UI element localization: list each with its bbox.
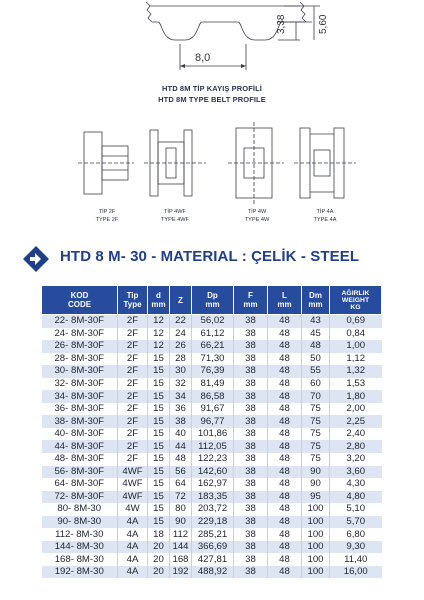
cell-type: 4WF [118,466,148,479]
cell-l: 48 [268,415,302,428]
cell-f: 38 [234,340,268,353]
cell-dm: 75 [302,453,330,466]
column-header-dm [302,286,330,315]
cell-code: 44- 8M-30F [42,440,118,453]
hub-4wf-en: TYPE 4WF [161,217,189,223]
table-row [42,353,382,366]
cell-type: 4A [118,566,148,579]
cell-d: 18 [148,528,170,541]
hub-2f-drawing [72,118,142,208]
cell-z: 38 [170,415,192,428]
cell-weight: 1,12 [330,353,382,366]
cell-z: 24 [170,328,192,341]
cell-z: 168 [170,553,192,566]
cell-dm: 100 [302,566,330,579]
hub-4wf-tr: TİP 4WF [164,209,186,215]
cell-weight: 4,80 [330,491,382,504]
header-line: mm [151,300,166,309]
cell-d: 15 [148,390,170,403]
header-line: CODE [67,300,92,309]
cell-weight: 3,60 [330,466,382,479]
cell-f: 38 [234,566,268,579]
header-line: L [282,291,287,300]
hub-4w-en: TYPE 4W [244,217,270,223]
table-row [42,328,382,341]
cell-dp: 162,97 [192,478,234,491]
table-row [42,340,382,353]
profile-caption-tr: HTD 8M TİP KAYIŞ PROFİLİ [162,84,262,93]
cell-dp: 183,35 [192,491,234,504]
cell-dp: 86,58 [192,390,234,403]
column-header-code [42,286,118,315]
cell-d: 15 [148,428,170,441]
cell-f: 38 [234,541,268,554]
cell-l: 48 [268,353,302,366]
cell-f: 38 [234,415,268,428]
cell-l: 48 [268,328,302,341]
cell-code: 64- 8M-30F [42,478,118,491]
table-row [42,491,382,504]
cell-code: 28- 8M-30F [42,353,118,366]
cell-f: 38 [234,365,268,378]
cell-dm: 70 [302,390,330,403]
pitch-dimension-label: 8,0 [195,52,211,64]
cell-dp: 61,12 [192,328,234,341]
cell-type: 2F [118,353,148,366]
cell-dp: 122,23 [192,453,234,466]
spec-table [41,285,382,578]
cell-d: 15 [148,478,170,491]
cell-weight: 2,00 [330,403,382,416]
cell-code: 38- 8M-30F [42,415,118,428]
hub-type-4a [290,118,360,224]
column-header-z [170,286,192,315]
cell-type: 2F [118,315,148,328]
cell-weight: 0,84 [330,328,382,341]
cell-code: 90- 8M-30 [42,516,118,529]
cell-type: 2F [118,440,148,453]
cell-dm: 75 [302,440,330,453]
cell-code: 144- 8M-30 [42,541,118,554]
cell-f: 38 [234,503,268,516]
column-header-dp [192,286,234,315]
cell-code: 26- 8M-30F [42,340,118,353]
cell-d: 15 [148,403,170,416]
cell-dm: 75 [302,428,330,441]
column-header-f [234,286,268,315]
cell-weight: 2,40 [330,428,382,441]
page-title: HTD 8 M- 30 - MATERIAL : ÇELİK - STEEL [60,248,360,265]
cell-dp: 427,81 [192,553,234,566]
cell-dm: 50 [302,353,330,366]
title-bar [0,244,424,274]
column-header-type [118,286,148,315]
hub-2f-en: TYPE 2F [95,217,119,223]
cell-type: 4A [118,528,148,541]
cell-weight: 0,69 [330,315,382,328]
cell-f: 38 [234,453,268,466]
table-row [42,453,382,466]
cell-dm: 75 [302,415,330,428]
column-header-d [148,286,170,315]
cell-z: 144 [170,541,192,554]
cell-l: 48 [268,453,302,466]
cell-weight: 11,40 [330,553,382,566]
table-row [42,503,382,516]
cell-l: 48 [268,541,302,554]
cell-z: 80 [170,503,192,516]
hub-type-2f [72,118,142,224]
header-line: mm [277,300,292,309]
cell-d: 20 [148,541,170,554]
column-header-l [268,286,302,315]
cell-weight: 2,80 [330,440,382,453]
cell-dp: 96,77 [192,415,234,428]
cell-dm: 100 [302,503,330,516]
arrow-logo-icon [22,245,50,273]
cell-d: 20 [148,553,170,566]
cell-weight: 6,80 [330,528,382,541]
cell-z: 72 [170,491,192,504]
cell-code: 80- 8M-30 [42,503,118,516]
cell-dm: 60 [302,378,330,391]
cell-z: 30 [170,365,192,378]
cell-f: 38 [234,403,268,416]
table-row [42,415,382,428]
cell-code: 48- 8M-30F [42,453,118,466]
cell-d: 12 [148,328,170,341]
cell-d: 15 [148,440,170,453]
table-row [42,403,382,416]
cell-f: 38 [234,428,268,441]
cell-weight: 16,00 [330,566,382,579]
cell-f: 38 [234,553,268,566]
table-row [42,365,382,378]
cell-weight: 1,00 [330,340,382,353]
cell-type: 2F [118,403,148,416]
cell-weight: 1,80 [330,390,382,403]
cell-code: 34- 8M-30F [42,390,118,403]
hub-type-4wf [140,118,210,224]
cell-type: 2F [118,378,148,391]
tooth-height-label: 3,38 [276,14,287,34]
table-row [42,428,382,441]
cell-dp: 229,18 [192,516,234,529]
cell-type: 4W [118,503,148,516]
cell-code: 56- 8M-30F [42,466,118,479]
cell-z: 48 [170,453,192,466]
header-line: AĞIRLIK [341,289,370,297]
cell-l: 48 [268,340,302,353]
header-line: Dp [207,291,218,300]
cell-z: 192 [170,566,192,579]
cell-code: 192- 8M-30 [42,566,118,579]
cell-type: 2F [118,428,148,441]
cell-dp: 203,72 [192,503,234,516]
cell-f: 38 [234,328,268,341]
cell-dp: 101,86 [192,428,234,441]
cell-l: 48 [268,553,302,566]
cell-l: 48 [268,503,302,516]
cell-weight: 1,53 [330,378,382,391]
cell-dp: 285,21 [192,528,234,541]
cell-code: 40- 8M-30F [42,428,118,441]
hub-4w-drawing [222,118,292,208]
cell-code: 168- 8M-30 [42,553,118,566]
hub-type-4w [222,118,292,224]
header-line: F [248,291,253,300]
table-row [42,466,382,479]
cell-f: 38 [234,390,268,403]
table-header-row [42,286,382,315]
cell-dm: 48 [302,340,330,353]
cell-dm: 90 [302,478,330,491]
cell-z: 36 [170,403,192,416]
cell-type: 2F [118,340,148,353]
break-line-right [300,2,306,22]
header-line: d [156,291,161,300]
header-line: mm [243,300,258,309]
cell-l: 48 [268,403,302,416]
cell-z: 40 [170,428,192,441]
cell-z: 32 [170,378,192,391]
cell-d: 15 [148,378,170,391]
cell-code: 22- 8M-30F [42,315,118,328]
cell-dp: 56,02 [192,315,234,328]
cell-weight: 4,30 [330,478,382,491]
table-row [42,315,382,328]
cell-dm: 75 [302,403,330,416]
header-line: mm [308,300,323,309]
cell-dm: 43 [302,315,330,328]
cell-d: 15 [148,353,170,366]
cell-type: 2F [118,415,148,428]
cell-z: 34 [170,390,192,403]
column-header-weight [330,286,382,315]
cell-code: 36- 8M-30F [42,403,118,416]
cell-dp: 76,39 [192,365,234,378]
cell-dp: 142,60 [192,466,234,479]
hub-4w-tr: TİP 4W [247,209,267,215]
cell-z: 112 [170,528,192,541]
cell-type: 2F [118,365,148,378]
cell-f: 38 [234,478,268,491]
cell-z: 28 [170,353,192,366]
table-row [42,440,382,453]
cell-code: 32- 8M-30F [42,378,118,391]
table-row [42,516,382,529]
cell-f: 38 [234,315,268,328]
cell-type: 4A [118,541,148,554]
cell-l: 48 [268,315,302,328]
cell-d: 12 [148,340,170,353]
cell-code: 24- 8M-30F [42,328,118,341]
cell-weight: 9,30 [330,541,382,554]
cell-d: 15 [148,415,170,428]
cell-dm: 100 [302,528,330,541]
cell-z: 26 [170,340,192,353]
cell-weight: 3,20 [330,453,382,466]
hub-4a-drawing [290,118,360,208]
cell-f: 38 [234,466,268,479]
table-body [42,315,382,579]
cell-dp: 81,49 [192,378,234,391]
cell-type: 2F [118,328,148,341]
table-row [42,566,382,579]
header-line: Tip [126,291,139,300]
break-line-left [146,2,152,22]
cell-type: 4A [118,516,148,529]
cell-weight: 5,70 [330,516,382,529]
hub-4a-tr: TİP 4A [316,209,334,215]
cell-dp: 488,92 [192,566,234,579]
cell-f: 38 [234,353,268,366]
belt-profile-drawing [0,0,424,110]
total-height-label: 5,60 [318,14,329,34]
cell-f: 38 [234,491,268,504]
cell-type: 2F [118,390,148,403]
cell-l: 48 [268,378,302,391]
cell-z: 64 [170,478,192,491]
cell-dm: 100 [302,516,330,529]
cell-l: 48 [268,365,302,378]
cell-dp: 112,05 [192,440,234,453]
cell-weight: 1,32 [330,365,382,378]
cell-l: 48 [268,440,302,453]
cell-d: 15 [148,516,170,529]
cell-d: 20 [148,566,170,579]
hub-4wf-drawing [140,118,210,208]
cell-dp: 366,69 [192,541,234,554]
header-line: Dm [309,291,322,300]
table-row [42,528,382,541]
header-line: Z [178,295,183,305]
cell-f: 38 [234,378,268,391]
hub-2f-tr: TİP 2F [98,209,116,215]
cell-code: 112- 8M-30 [42,528,118,541]
cell-d: 15 [148,466,170,479]
cell-f: 38 [234,440,268,453]
cell-l: 48 [268,428,302,441]
cell-l: 48 [268,491,302,504]
cell-type: 4A [118,553,148,566]
cell-d: 15 [148,503,170,516]
cell-code: 72- 8M-30F [42,491,118,504]
cell-code: 30- 8M-30F [42,365,118,378]
cell-dm: 100 [302,553,330,566]
cell-l: 48 [268,516,302,529]
cell-dm: 55 [302,365,330,378]
cell-l: 48 [268,528,302,541]
hub-type-drawings [0,118,424,240]
cell-weight: 2,25 [330,415,382,428]
cell-dm: 90 [302,466,330,479]
height-dimension-lines [296,6,314,40]
cell-dp: 71,30 [192,353,234,366]
cell-dp: 91,67 [192,403,234,416]
header-line: mm [205,300,220,309]
cell-dm: 45 [302,328,330,341]
table-row [42,541,382,554]
cell-l: 48 [268,478,302,491]
table-row [42,390,382,403]
hub-4a-en: TYPE 4A [313,217,337,223]
cell-d: 12 [148,315,170,328]
header-line: KG [350,303,361,311]
header-line: Type [123,300,142,309]
header-line: WEIGHT [341,296,370,304]
cell-type: 4WF [118,491,148,504]
cell-dm: 100 [302,541,330,554]
cell-l: 48 [268,566,302,579]
cell-d: 15 [148,453,170,466]
cell-d: 15 [148,491,170,504]
cell-l: 48 [268,390,302,403]
profile-caption-en: HTD 8M TYPE BELT PROFILE [158,95,266,104]
cell-f: 38 [234,528,268,541]
cell-z: 90 [170,516,192,529]
cell-type: 2F [118,453,148,466]
table-row [42,378,382,391]
cell-z: 22 [170,315,192,328]
cell-dp: 66,21 [192,340,234,353]
table-row [42,553,382,566]
cell-l: 48 [268,466,302,479]
belt-profile-svg [0,0,424,110]
pitch-dimension-lines [180,44,246,70]
table-row [42,478,382,491]
cell-d: 15 [148,365,170,378]
cell-f: 38 [234,516,268,529]
header-line: KOD [70,291,89,300]
cell-dm: 95 [302,491,330,504]
cell-type: 4WF [118,478,148,491]
cell-weight: 5,10 [330,503,382,516]
cell-z: 56 [170,466,192,479]
cell-z: 44 [170,440,192,453]
